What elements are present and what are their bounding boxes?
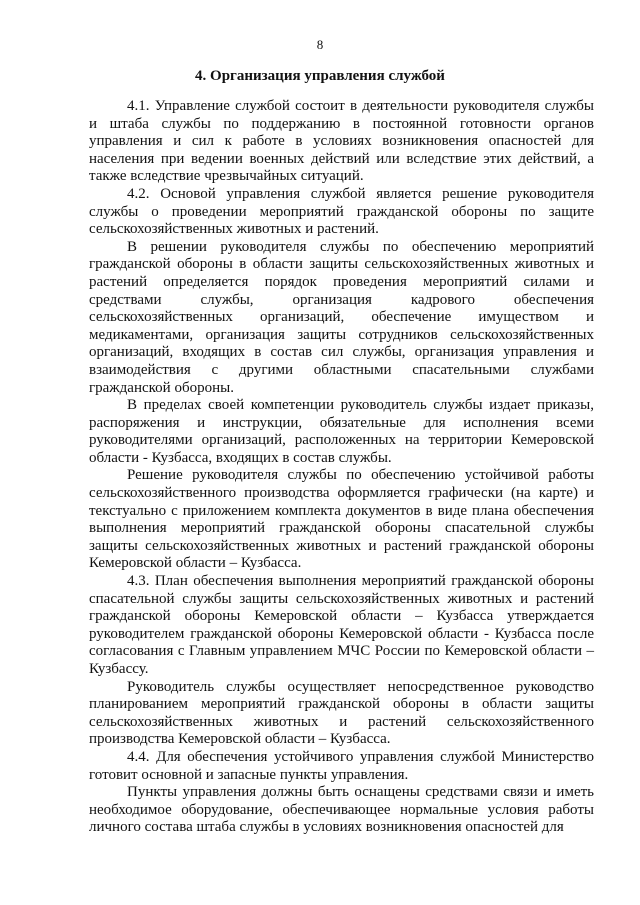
paragraph-4-2: 4.2. Основой управления службой является решение руководителя службы о проведении мероприятий гражданской обороны по защите сельскохозяйственных животных и растений. <box>89 185 594 238</box>
paragraph-4-4: 4.4. Для обеспечения устойчивого управления службой Министерство готовит основной и запасные пункты управления. <box>89 748 594 783</box>
document-body <box>89 98 594 837</box>
paragraph-leadership: Руководитель службы осуществляет непосредственное руководство планированием мероприятий гражданской обороны в области защиты сельскохозяйственных животных и растений сельскохозяйственного производства Кемеровской области – Кузбасса. <box>89 678 594 748</box>
paragraph-decision-content: В решении руководителя службы по обеспечению мероприятий гражданской обороны в области защиты сельскохозяйственных животных и растений определяется порядок проведения мероприятий силами и средствами службы, организация кадрового обеспечения сельскохозяйственных организаций, обеспечение имуществом и медикаментами, организация защиты сотрудников сельскохозяйственных организаций, входящих в состав сил службы, организация управления и взаимодействия с другими областными спасательными службами гражданской обороны. <box>89 238 594 396</box>
paragraph-control-points: Пункты управления должны быть оснащены средствами связи и иметь необходимое оборудование, обеспечивающее нормальные условия работы личного состава штаба службы в условиях возникновения опасностей для <box>89 784 594 836</box>
paragraph-4-1: 4.1. Управление службой состоит в деятельности руководителя службы и штаба службы по поддержанию в постоянной готовности органов управления и сил к работе в условиях возникновения опасностей для населения при ведении военных действий или вследствие этих действий, а также вследствие чрезвычайных ситуаций. <box>89 98 594 185</box>
section-heading: 4. Организация управления службой <box>195 68 445 84</box>
paragraph-orders: В пределах своей компетенции руководитель службы издает приказы, распоряжения и инструкции, обязательные для исполнения всеми руководителями организаций, расположенных на территории Кемеровской области - Кузбасса, входящих в состав службы. <box>89 397 594 466</box>
paragraph-decision-format: Решение руководителя службы по обеспечению устойчивой работы сельскохозяйственного производства оформляется графически (на карте) и текстуально с приложением комплекта документов в виде плана обеспечения выполнения мероприятий гражданской обороны спасательной службы защиты сельскохозяйственных животных и растений гражданской обороны Кемеровской области – Кузбасса. <box>89 467 594 572</box>
page-number: 8 <box>316 37 324 52</box>
paragraph-4-3: 4.3. План обеспечения выполнения мероприятий гражданской обороны спасательной службы защиты сельскохозяйственных животных и растений гражданской обороны Кемеровской области – Кузбасса утверждается руководителем гражданской обороны Кемеровской области - Кузбасса после согласования с Главным управлением МЧС России по Кемеровской области – Кузбассу. <box>89 573 594 677</box>
